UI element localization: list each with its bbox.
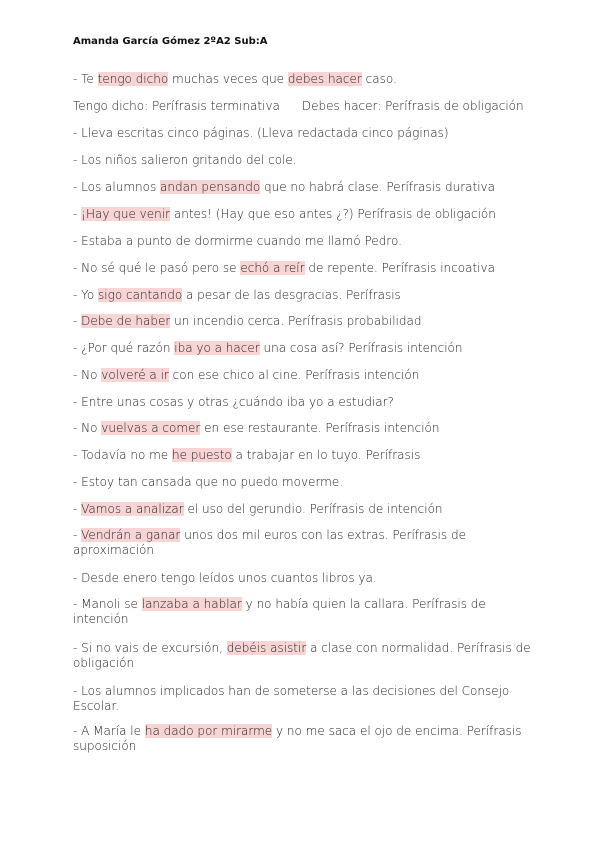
text: - Yo xyxy=(73,288,99,302)
highlight: debes hacer xyxy=(287,72,362,86)
text: y no me saca el ojo de encima. Perífrasis suposición xyxy=(73,724,522,753)
sentence-7 xyxy=(73,234,533,249)
text: Tengo dicho: Perífrasis terminativa xyxy=(73,99,280,113)
analysis-line xyxy=(73,99,533,114)
sentence-21 xyxy=(73,641,533,671)
highlight: andan pensando xyxy=(160,180,261,194)
highlight: tengo dicho xyxy=(97,72,169,86)
text: - No xyxy=(73,368,102,382)
highlight: vuelvas a comer xyxy=(101,421,201,435)
text: Debes hacer: Perífrasis de obligación xyxy=(301,99,524,113)
text: - xyxy=(73,528,82,542)
highlight: Vendrán a ganar xyxy=(81,528,181,542)
text: a clase con normalidad. Perífrasis de obligación xyxy=(73,641,531,670)
text: - xyxy=(73,502,82,516)
text: - Los niños salieron gritando del cole. xyxy=(73,153,297,167)
sentence-18 xyxy=(73,528,533,558)
text: - Los alumnos xyxy=(73,180,161,194)
sentence-17 xyxy=(73,502,533,517)
sentence-14 xyxy=(73,421,533,436)
sentence-5 xyxy=(73,180,533,195)
sentence-1 xyxy=(73,72,533,87)
sentence-15 xyxy=(73,448,533,463)
sentence-6 xyxy=(73,207,533,222)
text: - Estoy tan cansada que no puedo moverme. xyxy=(73,475,344,489)
text: muchas veces que xyxy=(168,72,288,86)
text: caso. xyxy=(361,72,397,86)
highlight: echó a reír xyxy=(240,261,305,275)
sentence-20 xyxy=(73,597,533,627)
text: - xyxy=(73,207,82,221)
text: - Todavía no me xyxy=(73,448,172,462)
text: - Lleva escritas cinco páginas. (Lleva redactada cinco páginas) xyxy=(73,126,449,140)
text: - ¿Por qué razón xyxy=(73,341,175,355)
sentence-19 xyxy=(73,571,533,586)
text: - Los alumnos implicados han de someterse a las decisiones del Consejo Escolar. xyxy=(73,684,510,713)
document-header: Amanda García Gómez 2ºA2 Sub:A xyxy=(73,36,268,47)
sentence-10 xyxy=(73,314,533,329)
sentence-22 xyxy=(73,684,533,714)
sentence-8 xyxy=(73,261,533,276)
text: a trabajar en lo tuyo. Perífrasis xyxy=(231,448,421,462)
text: con ese chico al cine. Perífrasis intención xyxy=(168,368,420,382)
text: - No xyxy=(73,421,102,435)
sentence-23 xyxy=(73,724,533,754)
sentence-13 xyxy=(73,395,533,410)
highlight: debéis asistir xyxy=(226,641,307,655)
text: en ese restaurante. Perífrasis intención xyxy=(200,421,440,435)
highlight: Vamos a analizar xyxy=(81,502,184,516)
text: un incendio cerca. Perífrasis probabilidad xyxy=(170,314,422,328)
text: - Desde enero tengo leídos unos cuantos libros ya. xyxy=(73,571,377,585)
text: a pesar de las desgracias. Perífrasis xyxy=(182,288,401,302)
text: unos dos mil euros con las extras. Perífrasis de aproximación xyxy=(73,528,466,557)
highlight: ha dado por mirarme xyxy=(144,724,273,738)
text: el uso del gerundio. Perífrasis de intención xyxy=(183,502,443,516)
sentence-16 xyxy=(73,475,533,490)
text: - Manoli se xyxy=(73,597,142,611)
text: - xyxy=(73,314,82,328)
text: antes! (Hay que eso antes ¿?) Perífrasis de obligación xyxy=(170,207,496,221)
text: - Si no vais de excursión, xyxy=(73,641,227,655)
highlight: Debe de haber xyxy=(81,314,171,328)
text: que no habrá clase. Perífrasis durativa xyxy=(260,180,496,194)
sentence-4 xyxy=(73,153,533,168)
text: - Estaba a punto de dormirme cuando me llamó Pedro. xyxy=(73,234,402,248)
highlight: ¡Hay que venir xyxy=(81,207,171,221)
text: de repente. Perífrasis incoativa xyxy=(304,261,495,275)
text: una cosa así? Perífrasis intención xyxy=(259,341,463,355)
text: - No sé qué le pasó pero se xyxy=(73,261,241,275)
highlight: he puesto xyxy=(172,448,232,462)
highlight: iba yo a hacer xyxy=(174,341,260,355)
text: - Entre unas cosas y otras ¿cuándo iba yo a estudiar? xyxy=(73,395,394,409)
highlight: lanzaba a hablar xyxy=(141,597,242,611)
text: - Te xyxy=(73,72,98,86)
highlight: sigo cantando xyxy=(98,288,183,302)
sentence-9 xyxy=(73,288,533,303)
sentence-12 xyxy=(73,368,533,383)
sentence-3 xyxy=(73,126,533,141)
text: - A María le xyxy=(73,724,145,738)
text: y no había quien la callara. Perífrasis de intención xyxy=(73,597,486,626)
highlight: volveré a ir xyxy=(101,368,169,382)
sentence-11 xyxy=(73,341,533,356)
